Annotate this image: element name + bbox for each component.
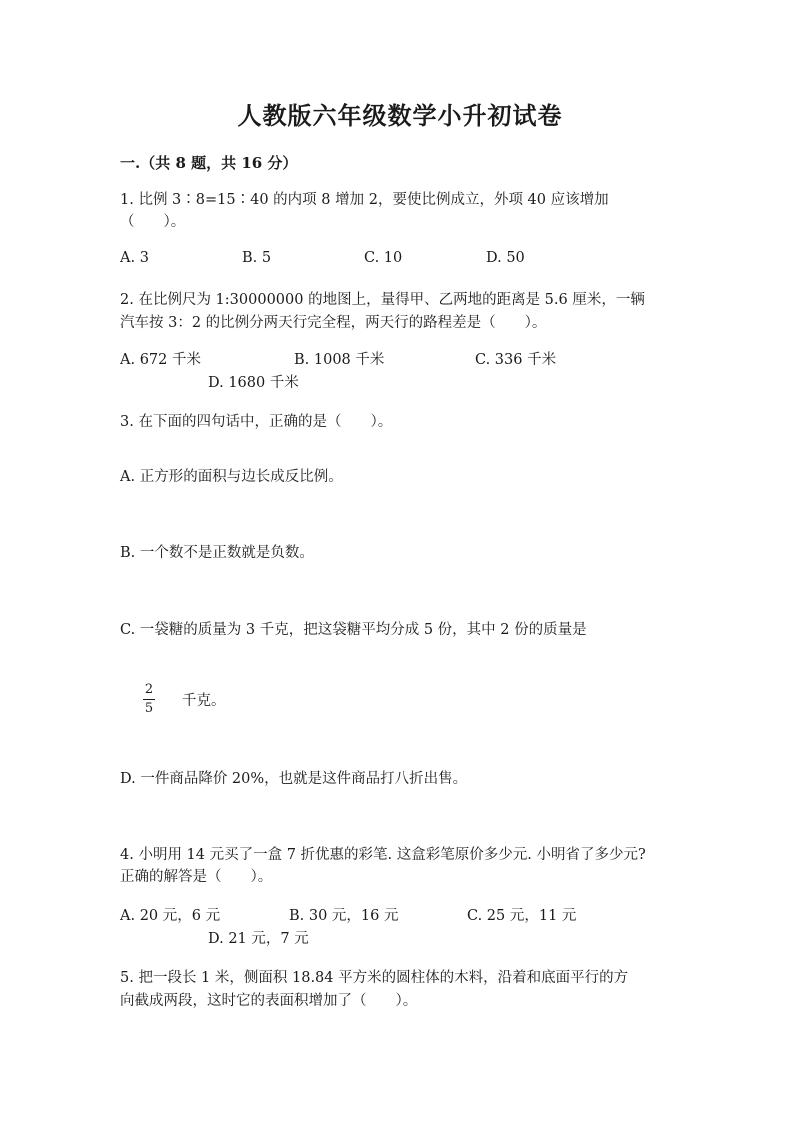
question-2-option-a: A. 672 千米 (120, 352, 201, 368)
question-2-text-line-1: 2. 在比例尺为 1:30000000 的地图上，量得甲、乙两地的距离是 5.6 厘米，一辆 (120, 292, 645, 308)
question-1-option-b: B. 5 (242, 250, 272, 266)
question-4-option-b: B. 30 元，16 元 (289, 908, 399, 924)
fraction-unit: 千克。 (182, 693, 226, 709)
question-5-text-line-1: 5. 把一段长 1 米，侧面积 18.84 平方米的圆柱体的木料，沿着和底面平行的方 (120, 970, 629, 986)
question-3-option-d: D. 一件商品降价 20%，也就是这件商品打八折出售。 (120, 771, 468, 787)
question-3-option-c: C. 一袋糖的质量为 3 千克，把这袋糖平均分成 5 份，其中 2 份的质量是 (120, 622, 587, 638)
question-3-option-b: B. 一个数不是正数就是负数。 (120, 545, 314, 561)
question-3-text-line-1: 3. 在下面的四句话中，正确的是（ ）。 (120, 414, 393, 430)
question-4-option-a: A. 20 元，6 元 (120, 908, 221, 924)
question-3-option-a: A. 正方形的面积与边长成反比例。 (120, 469, 343, 485)
question-2-text-line-2: 汽车按 3：2 的比例分两天行完全程，两天行的路程差是（ ）。 (120, 315, 547, 331)
section-heading: 一.（共 8 题，共 16 分） (120, 154, 298, 172)
question-4-option-d: D. 21 元，7 元 (208, 931, 309, 947)
question-4-text-line-2: 正确的解答是（ ）。 (120, 869, 273, 885)
question-5-text-line-2: 向截成两段，这时它的表面积增加了（ ）。 (120, 993, 418, 1009)
question-2-option-b: B. 1008 千米 (294, 352, 385, 368)
fraction-bar (143, 699, 155, 700)
question-1-text-line-2: （ ）。 (120, 214, 186, 230)
question-1-option-a: A. 3 (120, 250, 149, 266)
fraction-denominator: 5 (144, 701, 154, 716)
question-4-option-c: C. 25 元，11 元 (467, 908, 577, 924)
question-2-option-c: C. 336 千米 (475, 352, 557, 368)
question-4-text-line-1: 4. 小明用 14 元买了一盒 7 折优惠的彩笔. 这盒彩笔原价多少元. 小明省了多少元? (120, 847, 646, 863)
question-1-option-c: C. 10 (364, 250, 403, 266)
fraction-two-fifths (141, 682, 157, 717)
question-1-text-line-1: 1. 比例 3∶8=15∶40 的内项 8 增加 2，要使比例成立，外项 40 应该增加 (120, 192, 609, 208)
page-title: 人教版六年级数学小升初试卷 (237, 102, 563, 130)
fraction-numerator: 2 (144, 682, 154, 697)
question-1-option-d: D. 50 (486, 250, 525, 266)
question-2-option-d: D. 1680 千米 (208, 375, 299, 391)
